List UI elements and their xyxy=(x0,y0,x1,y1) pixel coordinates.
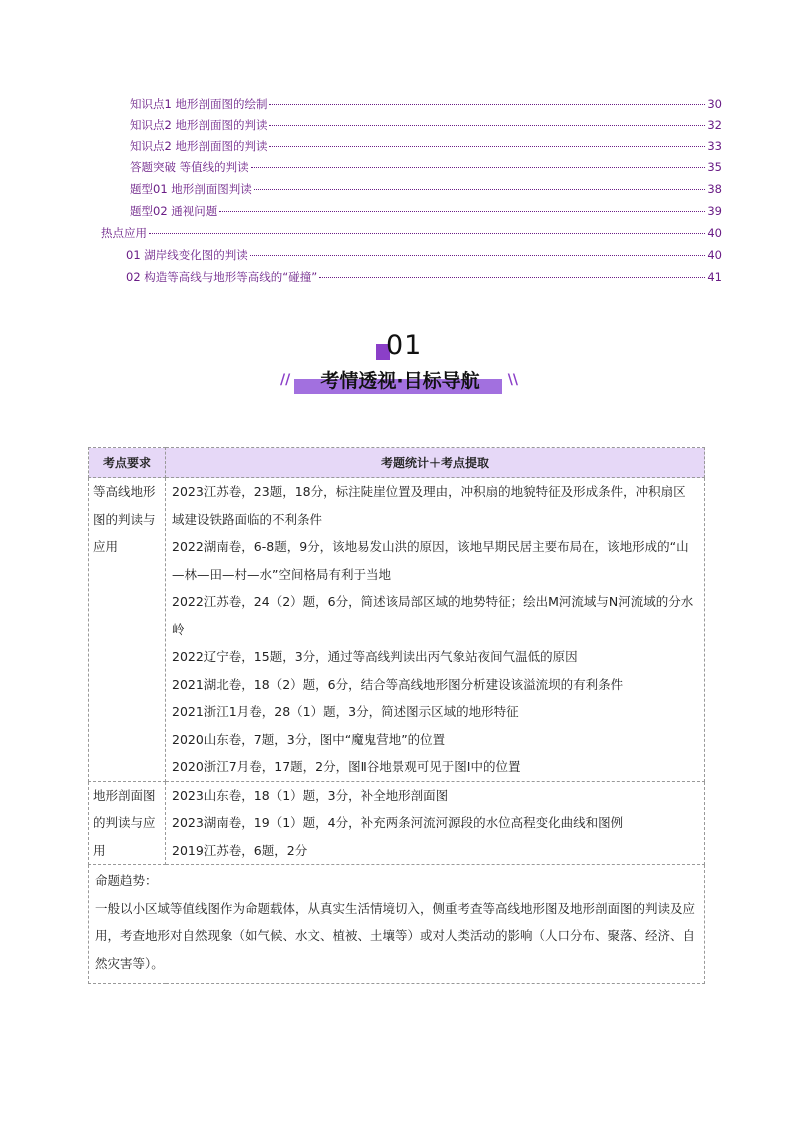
exam-item: 2022湖南卷，6-8题，9分，该地易发山洪的原因，该地早期民居主要布局在，该地形成的“山—林—田—村—水”空间格局有利于当地 xyxy=(172,539,689,582)
statistics-cell xyxy=(166,478,705,782)
toc-entry[interactable] xyxy=(130,159,722,177)
left-slash-decoration: // xyxy=(280,372,291,388)
requirement-cell: 等高线地形图的判读与应用 xyxy=(89,478,166,782)
toc-entry-page: 40 xyxy=(707,226,722,240)
toc-leader-dots xyxy=(254,189,706,190)
toc-entry-page: 38 xyxy=(707,182,722,196)
trend-cell xyxy=(89,865,705,984)
toc-entry-page: 32 xyxy=(707,118,722,132)
section-heading xyxy=(280,364,520,396)
toc-entry-label: 01 湖岸线变化图的判读 xyxy=(126,248,248,262)
toc-entry-label: 答题突破 等值线的判读 xyxy=(130,160,249,174)
toc-entry[interactable] xyxy=(130,138,722,156)
toc-entry-label: 题型01 地形剖面图判读 xyxy=(130,182,252,196)
header-statistics: 考题统计＋考点提取 xyxy=(166,448,705,478)
toc-entry-label: 题型02 通视问题 xyxy=(130,204,218,218)
header-requirement: 考点要求 xyxy=(89,448,166,478)
toc-entry-page: 30 xyxy=(707,97,722,111)
toc-entry[interactable] xyxy=(126,269,722,287)
section-title: 考情透视·目标导航 xyxy=(320,370,480,392)
table-header-row xyxy=(89,448,705,478)
toc-entry-label: 知识点1 地形剖面图的绘制 xyxy=(130,97,268,111)
trend-title: 命题趋势： xyxy=(95,873,158,888)
toc-leader-dots xyxy=(319,277,705,278)
exam-item: 2020山东卷，7题，3分，图中“魔鬼营地”的位置 xyxy=(172,731,446,747)
toc-entry-page: 40 xyxy=(707,248,722,262)
exam-item: 2023江苏卷，23题，18分，标注陡崖位置及理由，冲积扇的地貌特征及形成条件，冲积扇区域建设铁路面临的不利条件 xyxy=(172,484,686,527)
exam-item: 2023湖南卷，19（1）题，4分，补充两条河流河源段的水位高程变化曲线和图例 xyxy=(172,815,624,830)
toc-entry[interactable] xyxy=(130,203,722,221)
toc-entry[interactable] xyxy=(126,247,722,265)
toc-entry[interactable] xyxy=(130,96,722,114)
toc-entry-label: 知识点2 地形剖面图的判读 xyxy=(130,139,268,153)
section-number-text: 01 xyxy=(386,330,423,361)
table-row-trend xyxy=(89,865,705,984)
toc-entry-page: 41 xyxy=(707,270,722,284)
toc-entry-page: 39 xyxy=(707,204,722,218)
toc-entry-label: 热点应用 xyxy=(101,226,147,240)
toc-leader-dots xyxy=(269,146,705,147)
requirement-cell: 地形剖面图的判读与应用 xyxy=(89,781,166,865)
toc-entry-label: 知识点2 地形剖面图的判读 xyxy=(130,118,268,132)
toc-entry[interactable] xyxy=(130,117,722,135)
toc-entry-label: 02 构造等高线与地形等高线的“碰撞” xyxy=(126,270,318,284)
trend-text: 一般以小区域等值线图作为命题载体，从真实生活情境切入，侧重考查等高线地形图及地形剖面图的判读及应用，考查地形对自然现象（如气候、水文、植被、土壤等）或对人类活动的影响（人口分布、聚落、经济、自然灾害等）。 xyxy=(95,900,696,971)
exam-item: 2022辽宁卷，15题，3分，通过等高线判读出丙气象站夜间气温低的原因 xyxy=(172,649,578,664)
exam-item: 2021浙江1月卷，28（1）题，3分，简述图示区域的地形特征 xyxy=(172,704,519,719)
toc-leader-dots xyxy=(251,167,706,168)
toc-leader-dots xyxy=(269,125,705,126)
table-row xyxy=(89,781,705,865)
toc-entry-page: 35 xyxy=(707,160,722,174)
section-number xyxy=(376,330,436,364)
table-row xyxy=(89,478,705,782)
statistics-cell xyxy=(166,781,705,865)
exam-statistics-table xyxy=(88,447,705,984)
toc-leader-dots xyxy=(250,255,706,256)
exam-item: 2020浙江7月卷，17题，2分，图Ⅱ谷地景观可见于图Ⅰ中的位置 xyxy=(172,759,521,774)
exam-item: 2019江苏卷，6题，2分 xyxy=(172,842,308,858)
toc-leader-dots xyxy=(149,233,705,234)
toc-entry[interactable] xyxy=(130,181,722,199)
right-slash-decoration: \\ xyxy=(507,372,518,388)
exam-item: 2023山东卷，18（1）题，3分，补全地形剖面图 xyxy=(172,787,449,803)
toc-leader-dots xyxy=(219,211,705,212)
toc-entry-page: 33 xyxy=(707,139,722,153)
exam-item: 2021湖北卷，18（2）题，6分，结合等高线地形图分析建设该溢流坝的有利条件 xyxy=(172,676,624,692)
toc-entry[interactable] xyxy=(101,225,722,243)
toc-leader-dots xyxy=(269,104,705,105)
exam-item: 2022江苏卷，24（2）题，6分，简述该局部区域的地势特征；绘出M河流域与N河流域的分水岭 xyxy=(172,594,694,637)
